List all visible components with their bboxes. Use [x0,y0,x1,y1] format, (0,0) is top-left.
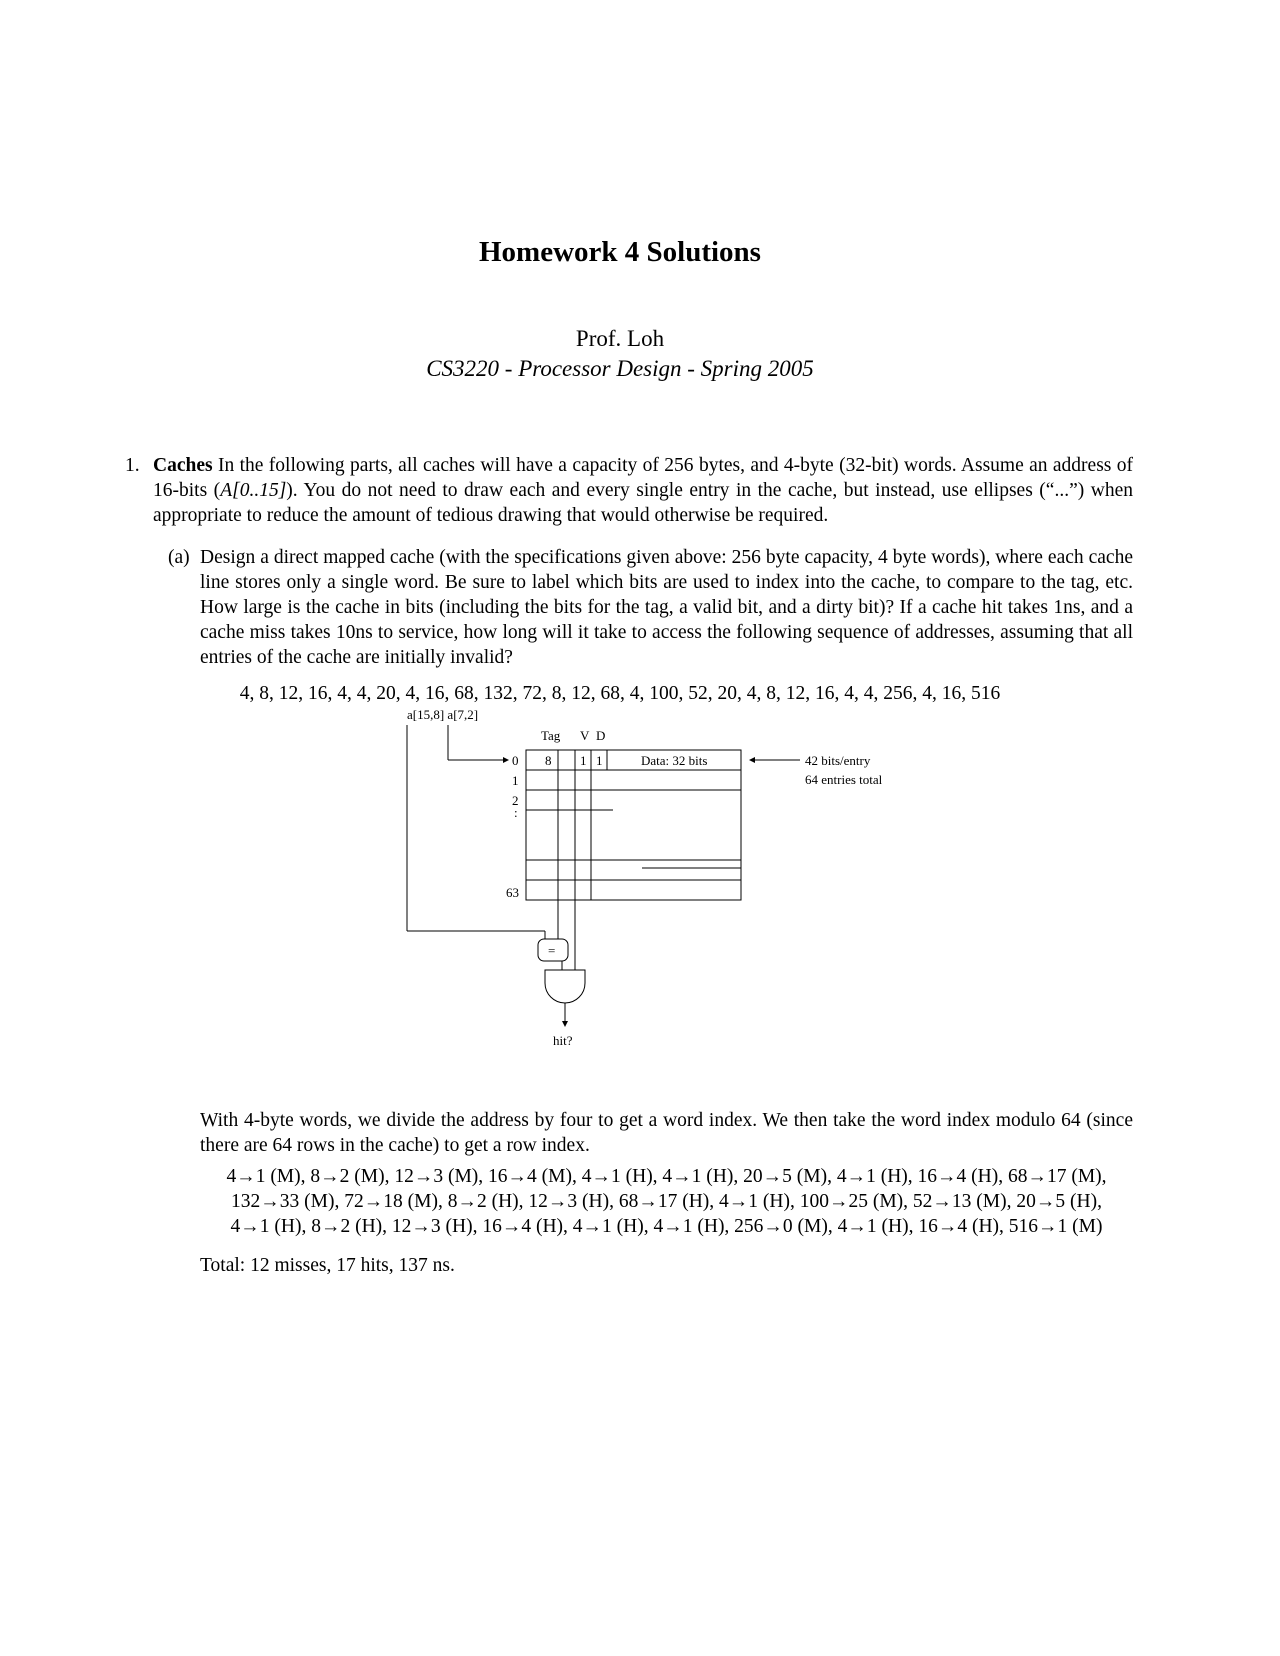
dirty-bits: 1 [596,753,603,768]
col-v-header: V [580,728,590,743]
problem-text-1: In the following parts, all caches will have a capacity of 256 bytes, and 4-byte (32-bit) words. Assume an address of 16-bits ( [153,455,1134,501]
row-label-0: 0 [512,753,519,768]
problem-text-2: ). You do not need to draw each and every single entry in the cache, but instead, use ellipses (“...”) when appropriate to reduce the amount of tedious drawing that would otherwise be required. [153,480,1133,526]
bits-per-entry-note: 42 bits/entry [805,753,871,768]
address-sequence: 4, 8, 12, 16, 4, 4, 20, 4, 16, 68, 132, 72, 8, 12, 68, 4, 100, 52, 20, 4, 8, 12, 16, 4, 4, 256, 4, 16, 516 [239,683,1001,704]
entries-total-note: 64 entries total [805,772,883,787]
comparator-symbol: = [548,943,556,958]
row-dots: : [514,805,518,820]
mapping-line-1: 4→1 (M), 8→2 (M), 12→3 (M), 16→4 (M), 4→1 (H), 4→1 (H), 20→5 (M), 4→1 (H), 16→4 (H), 68→17 (M), [226,1166,1107,1187]
problem-1 [125,453,1134,528]
hit-arrow [562,1021,568,1027]
valid-bits: 1 [580,753,587,768]
index-line [448,725,503,760]
problem-heading: Caches [153,455,213,476]
cache-table [526,750,741,925]
answer-explanation: With 4-byte words, we divide the address by four to get a word index. We then take the word index modulo 64 (since there are 64 rows in the cache) to get a row index. [200,1110,1133,1156]
mapping-line-2: 132→33 (M), 72→18 (M), 8→2 (H), 12→3 (H), 68→17 (H), 4→1 (H), 100→25 (M), 52→13 (M), 20→5 (H), [231,1191,1102,1212]
col-tag-header: Tag [541,728,561,743]
data-bits: Data: 32 bits [641,753,708,768]
row-label-1: 1 [512,773,519,788]
index-arrow [503,757,509,763]
page-title: Homework 4 Solutions [479,236,761,268]
annotation-arrow [749,757,755,763]
hit-label: hit? [553,1033,573,1048]
address-mapping [200,1164,1133,1239]
mapping-line-3: 4→1 (H), 8→2 (H), 12→3 (H), 16→4 (H), 4→1 (H), 4→1 (H), 256→0 (M), 4→1 (H), 16→4 (H), 516→1 (M) [230,1216,1103,1237]
problem-math: A[0..15] [220,480,287,501]
answer-total: Total: 12 misses, 17 hits, 137 ns. [200,1255,455,1276]
address-bits-label: a[15,8] a[7,2] [407,707,479,722]
row-label-63: 63 [506,885,519,900]
course-subtitle: CS3220 - Processor Design - Spring 2005 [426,356,814,381]
and-gate [545,970,585,1003]
tag-bits: 8 [545,753,552,768]
author: Prof. Loh [575,326,665,351]
row-label-2: 2 [512,793,519,808]
problem-number: 1. [125,455,140,476]
part-a-question: Design a direct mapped cache (with the specifications given above: 256 byte capacity, 4 byte words), where each cache line stores only a single word. Be sure to label which bits are used to index into the cache, to compare to the tag, etc. How large is the cache in bits (including the bits for the tag, a valid bit, and a dirty bit)? If a cache hit takes 1ns, and a cache miss takes 10ns to service, how long will it take to access the following sequence of addresses, assuming that all entries of the cache are initially invalid? [200,547,1133,668]
part-a [168,545,1133,670]
col-d-header: D [596,728,606,743]
cache-diagram [395,705,955,1095]
part-a-label: (a) [168,547,190,568]
